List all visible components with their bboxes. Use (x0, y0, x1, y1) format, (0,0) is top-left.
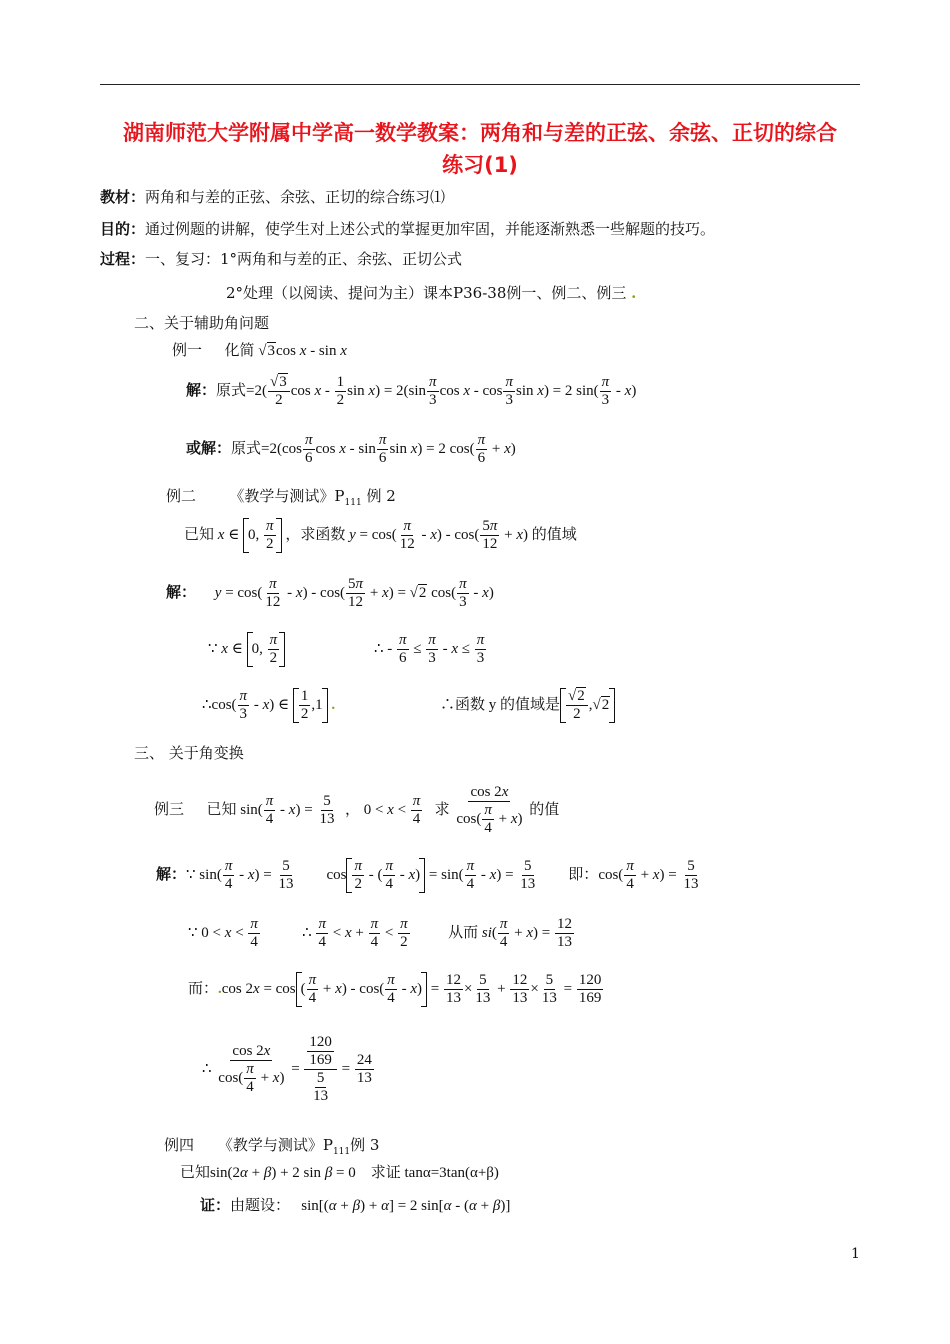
doc-title-line2: 练习(1) (442, 153, 518, 177)
example-2-heading: 例二 《教学与测试》$P_{111}$ 例 2 (166, 487, 396, 508)
process-line-2: 2°处理（以阅读、提问为主）课本P36-38例一、例二、例三 . (226, 284, 637, 302)
example-2-problem: 已知 x ∈ 0, $\frac{\pi}{2}$ ，求函数 y = cos( $\frac{\pi}{12}$ - x) - cos( $\frac{5\pi}{12}$ + x) 的值域 (184, 518, 577, 552)
example-1-solution: 解：原式=2( $\frac{√3}{2}$ cos x - $\frac{1}{2}$ sin x) = 2(sin $\frac{\pi}{3}$ cos x - cos $\frac{\pi}{3}$ sin x) = 2 sin( $\frac{\pi}{3}$ - x) (186, 374, 637, 408)
material-line: 教材：两角和与差的正弦、余弦、正切的综合练习⑴ (100, 188, 446, 206)
example-1-alt-solution: 或解：原式=2(cos $\frac{\pi}{6}$ cos x - sin $\frac{\pi}{6}$ sin x) = 2 cos( $\frac{\pi}{6}$ + x) (186, 432, 516, 466)
header-rule (100, 84, 860, 85)
example-4-problem: 已知sin(2α + β) + 2 sin β = 0 求证 tanα=3tan(α+β) (180, 1165, 499, 1181)
process-line: 过程：一、复习：1°两角和与差的正、余弦、正切公式 (100, 250, 463, 268)
example-4-proof: 证：由题设： sin[(α + β) + α] = 2 sin[α - (α + β)] (200, 1196, 511, 1214)
example-2-range: ∴函数 y 的值域是 $\frac{√2}{2}$ ,√2 (440, 688, 615, 723)
example-2-solution: 解： y = cos( $\frac{\pi}{12}$ - x) - cos( $\frac{5\pi}{12}$ + x) = √2 cos( $\frac{\pi}{3}$ - x) (166, 576, 494, 610)
example-2-step-2: ∴ - $\frac{\pi}{6}$ ≤ $\frac{\pi}{3}$ - x ≤ $\frac{\pi}{3}$ (374, 632, 485, 666)
example-1: 例一 化简 √3cos x - sin x (172, 343, 347, 359)
example-3-solution-line-1: 解：∵ sin( $\frac{\pi}{4}$ - x) = $\frac{5}{13}$ cos $\frac{\pi}{2}$ - ( $\frac{\pi}{4}$ - x) = sin( $\frac{\pi}{4}$ - x) = $\frac{5}{13}$ 即：cos( $\frac{\pi}{4}$ + x) = $\frac{5}{13}$ (156, 858, 699, 892)
example-3-solution-line-2: ∵ 0 < x < $\frac{\pi}{4}$ ∴ $\frac{\pi}{4}$ < x + $\frac{\pi}{4}$ < $\frac{\pi}{2}$ 从而 si( $\frac{\pi}{4}$ + x) = $\frac{12}{13}$ (188, 916, 572, 950)
example-4-heading: 例四 《教学与测试》$P_{111}$例 3 (164, 1136, 380, 1157)
section-2-heading: 二、关于辅助角问题 (134, 314, 270, 332)
example-3-solution-line-3: 而：.cos 2x = cos ( $\frac{\pi}{4}$ + x) - cos( $\frac{\pi}{4}$ - x) = $\frac{12}{13}$ × $\frac{5}{13}$ + $\frac{12}{13}$ × $\frac{5}{13}$ = $\frac{120}{169}$ (188, 972, 602, 1006)
example-2-step-1: ∵ x ∈ 0, $\frac{\pi}{2}$ (208, 632, 285, 667)
page-number: 1 (851, 1246, 860, 1262)
section-3-heading: 三、 关于角变换 (134, 744, 244, 762)
example-3-result: ∴ cos 2x cos( $\frac{\pi}{4}$ + x) = $\frac{\frac{120}{169}}{\frac{5}{13}}$ = $\frac{24}{13}$ (202, 1034, 372, 1104)
example-2-step-3: ∴cos( $\frac{\pi}{3}$ - x) ∈ $\frac{1}{2}$ ,1 . (202, 688, 336, 722)
doc-title-line1: 湖南师范大学附属中学高一数学教案：两角和与差的正弦、余弦、正切的综合 (123, 121, 837, 145)
example-3-problem: 例三 已知 sin( $\frac{\pi}{4}$ - x) = $\frac{5}{13}$ ， 0 < x < $\frac{\pi}{4}$ 求 cos 2x cos( $\frac{\pi}{4}$ + x) 的值 (154, 784, 560, 836)
goal-line: 目的：通过例题的讲解，使学生对上述公式的掌握更加牢固，并能逐渐熟悉一些解题的技巧。 (100, 220, 716, 238)
